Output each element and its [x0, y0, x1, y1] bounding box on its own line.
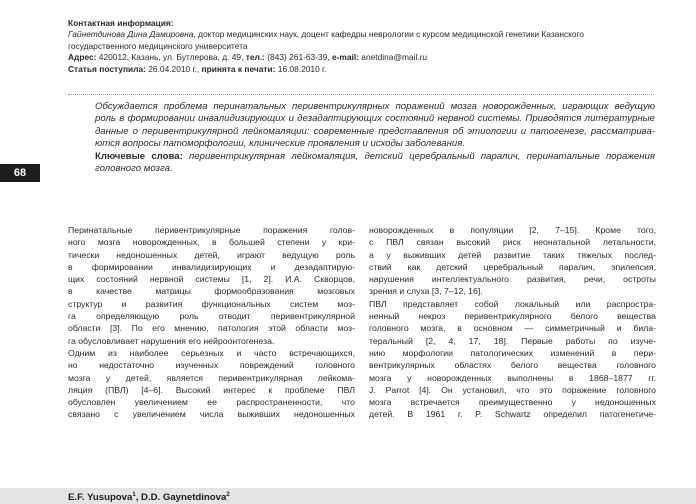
body-line: вентрикулярных областях белого вещества головного — [369, 360, 656, 371]
author-desc-1: , доктор медицинских наук, доцент кафедры неврологии с курсом медицинской генетики Казанского — [193, 29, 585, 40]
footer-author-1: E.F. Yusupova — [68, 492, 133, 504]
body-line: области [3]. По его мнению, патология этой области моз- — [68, 323, 355, 334]
body-line: связано с увеличением числа выживших недоношенных — [68, 409, 355, 420]
body-line: головного мозга, в основном — симметричный и била- — [369, 323, 656, 334]
address-value: 420012, Казань, ул. Бутлерова, д. 49, — [96, 52, 244, 63]
body-line: тически недоношенных детей, играют ведущую роль — [68, 249, 355, 260]
body-line: га определяющую роль отводит перивентрикулярной — [68, 311, 355, 322]
body-line: мозга у детей, является перивентрикулярная лейкома- — [68, 372, 355, 383]
body-column-right — [369, 224, 656, 421]
body-line: мозга у новорожденных выполнены в 1868–1877 гг. — [369, 372, 656, 383]
keywords-label: Ключевые слова: — [95, 150, 183, 162]
body-line: обусловлен увеличением ее распространенности, что — [68, 397, 355, 408]
body-line: J. Parrot [4]. Он установил, что это поражение головного — [369, 384, 656, 395]
address-label: Адрес: — [68, 52, 97, 63]
body-line: ненный некроз перивентрикулярного белого вещества — [369, 311, 656, 322]
email-label: e-mail: — [331, 52, 359, 63]
body-line: с ПВЛ связан высокий риск неонатальной летальности, — [369, 237, 656, 248]
contact-dates — [68, 64, 628, 75]
body-line: детей. В 1961 г. P. Schwartz определил патогенетиче- — [369, 409, 656, 420]
abstract-line: ются вопросы патоморфологии, клинические проявления и исходы заболевания. — [95, 138, 466, 150]
body-line: структур и развития функциональных систем моз- — [68, 298, 355, 309]
body-line: зрения и слуха [3, 7–12, 16]. — [369, 286, 483, 297]
body-line: ствий как детский церебральный паралич, эпилепсия, — [369, 261, 656, 272]
email-value[interactable]: anetdina@mail.ru — [358, 52, 428, 63]
body-line: мозга встречается преимущественно у недоношенных — [369, 397, 656, 408]
body-line: ного мозга новорожденных, в большей степени у кри- — [68, 237, 355, 248]
abstract-line: роль в формировании инвалидизирующих и дезадаптирующих состояний нервной системы. Приводятся литературные — [95, 113, 655, 125]
body-column-left — [68, 224, 355, 421]
accepted-value: 16.08.2010 г. — [275, 63, 327, 74]
author-desc-2: государственного медицинского университета — [68, 40, 248, 51]
contact-author — [68, 29, 628, 40]
body-line: теральный [2, 4, 17, 18]. Первые работы по изуче- — [369, 335, 656, 346]
footer-author-2: D.D. Gaynetdinova — [141, 492, 227, 504]
contact-info — [68, 18, 628, 75]
body-line: ляция (ПВЛ) [4–6]. Высокий интерес к проблеме ПВЛ — [68, 384, 355, 395]
keywords-text: перивентрикулярная лейкомаляция, детский церебральный паралич, перинатальные поражения — [182, 150, 655, 162]
body-line: в качестве матрицы формообразования мозговых — [68, 286, 355, 297]
body-line: а у выживших детей развитие таких тяжелых послед- — [369, 249, 656, 260]
footer-sup-1: 1 — [132, 492, 136, 498]
body-line: но недостаточно изученных повреждений головного — [68, 360, 355, 371]
contact-address — [68, 52, 628, 63]
body-line: нию морфологии патологических изменений в пери- — [369, 347, 656, 358]
abstract — [95, 101, 655, 175]
tel-label: тел.: — [245, 52, 265, 63]
body-line: щих состояний нервной системы [1, 2]. И.А. Скворцов, — [68, 274, 355, 285]
body-line: новорожденных в популяции [2, 7–15]. Кроме того, — [369, 225, 656, 235]
keywords-line — [95, 151, 655, 163]
footer-separator: , — [135, 492, 142, 504]
footer-sup-2: 2 — [226, 492, 230, 498]
received-label: Статья поступила: — [68, 63, 146, 74]
accepted-label: принята к печати: — [201, 63, 276, 74]
footer-authors — [68, 492, 230, 503]
page-number: 68 — [0, 164, 40, 182]
received-value: 26.04.2010 г., — [145, 63, 200, 74]
body-line: в формировании инвалидизирующих и дезадаптирую- — [68, 261, 355, 272]
body-line: га обусловливает нарушения его нейроонтогенеза. — [68, 335, 275, 346]
abstract-divider — [68, 94, 654, 95]
body-line: Перинатальные перивентрикулярные поражения голов- — [68, 225, 355, 235]
keywords-line-2: головного мозга. — [95, 163, 173, 175]
body-line: Одним из наиболее серьезных и часто встречающихся, — [68, 347, 355, 358]
author-name: Гайнетдинова Дина Дамировна — [68, 29, 194, 40]
abstract-line: данные о перивентрикулярной лейкомаляции: современные представления об этиологии и патогенезе, рассматрива- — [95, 125, 655, 137]
body-line: ПВЛ представляет собой локальный или распростра- — [369, 298, 656, 309]
tel-value: (843) 261-63-39, — [264, 52, 330, 63]
contact-heading: Контактная информация: — [68, 18, 174, 28]
body-line: нарушения интеллектуального развития, речи, остроты — [369, 274, 656, 285]
abstract-line: Обсуждается проблема перинатальных перивентрикулярных поражений мозга новорожденных, играющих ведущую — [95, 101, 655, 112]
